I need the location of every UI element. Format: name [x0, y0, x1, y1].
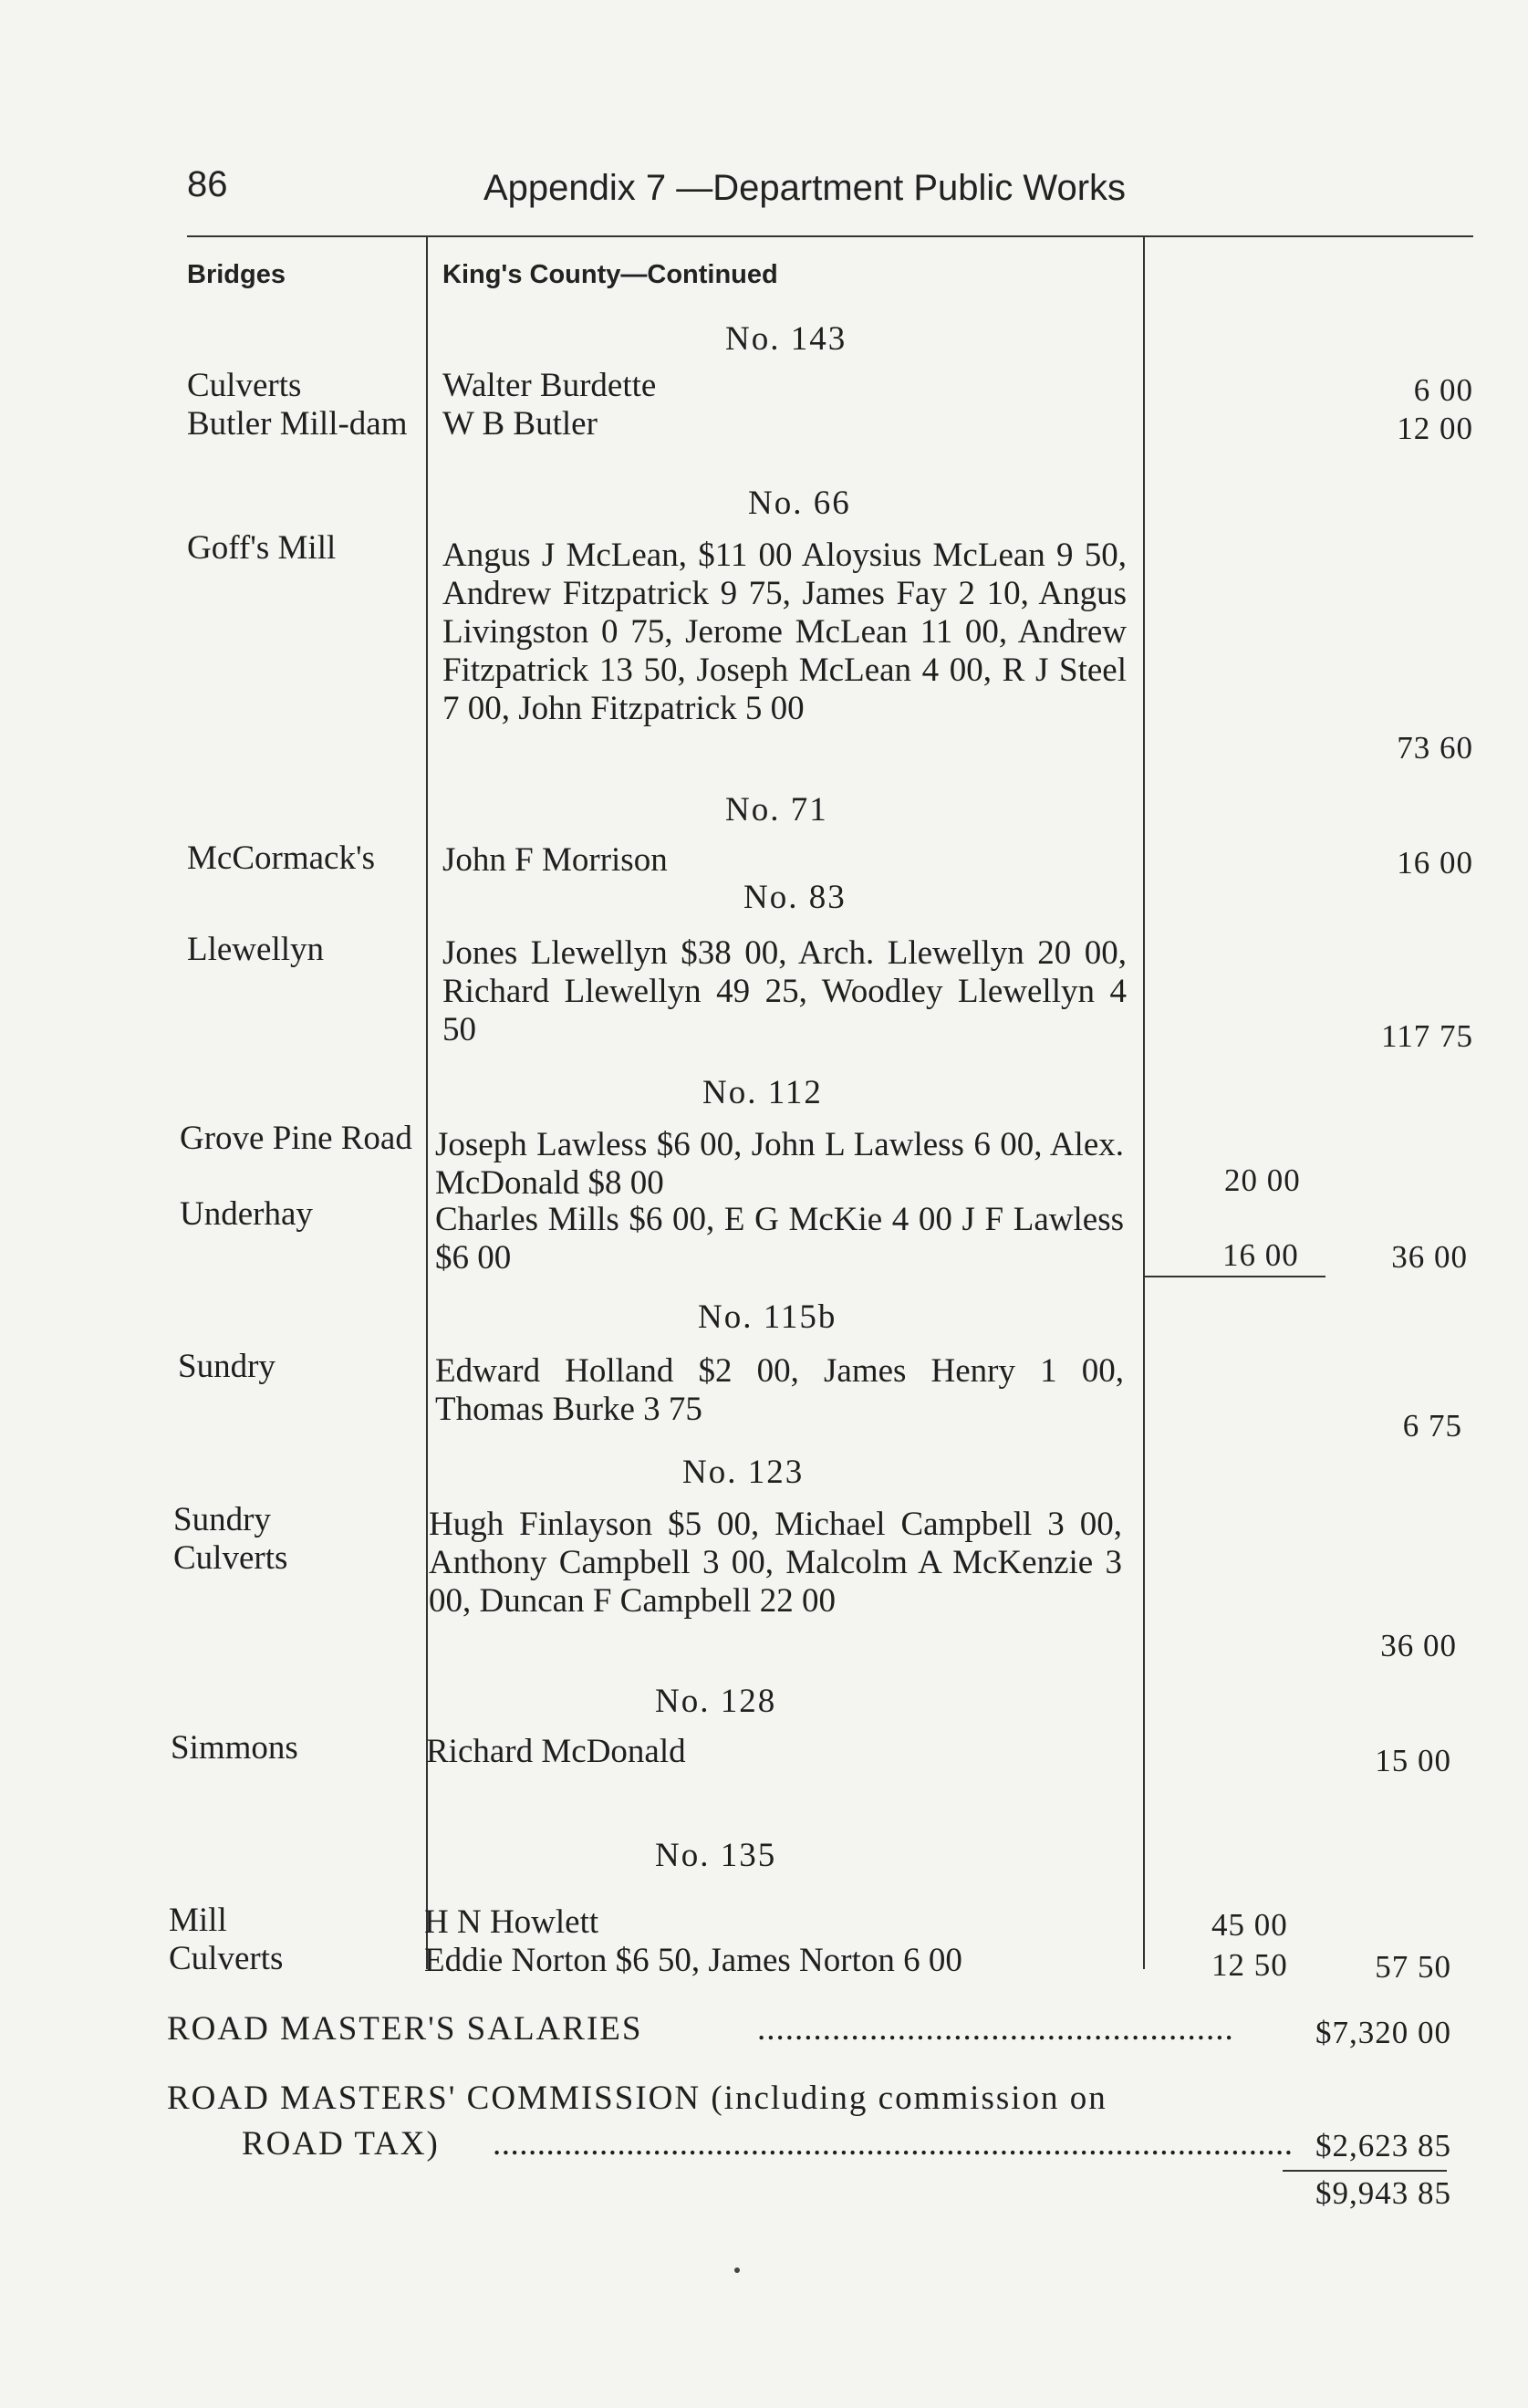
entry-total: 6 75 [1402, 1408, 1462, 1444]
entry-subtotal: 16 00 [1222, 1237, 1299, 1273]
grand-total: $9,943 85 [1315, 2175, 1451, 2211]
entry-total: 16 00 [1397, 845, 1473, 881]
grand-total-rule [1283, 2170, 1447, 2172]
entry-total: 15 00 [1375, 1743, 1451, 1778]
bridge-label: Sundry Culverts [173, 1501, 288, 1577]
commission-label: ROAD MASTERS' COMMISSION (including commission on [167, 2080, 1107, 2117]
section-number: No. 123 [682, 1454, 805, 1491]
column-rule-right [1143, 235, 1145, 1969]
entry-total: 36 00 [1380, 1628, 1457, 1663]
payee-text: Walter Burdette [442, 367, 657, 404]
header-rule [187, 235, 1473, 237]
bridge-label: McCormack's [187, 839, 376, 877]
payee-text: Joseph Lawless $6 00, John L Lawless 6 00, Alex. McDonald $8 00 [435, 1126, 1124, 1202]
payee-text: John F Morrison [442, 841, 668, 879]
bridge-label: Underhay [180, 1195, 313, 1233]
payee-text: Eddie Norton $6 50, James Norton 6 00 [424, 1942, 962, 1979]
ink-speck [734, 2267, 740, 2273]
payee-text: Jones Llewellyn $38 00, Arch. Llewellyn 20 00, Richard Llewellyn 49 25, Woodley Llewellyn 4 50 [442, 934, 1127, 1048]
section-number: No. 112 [702, 1074, 823, 1111]
page-number: 86 [187, 164, 228, 204]
section-number: No. 128 [655, 1683, 777, 1720]
bridge-label: Sundry [178, 1348, 275, 1385]
entry-subtotal: 12 50 [1211, 1947, 1288, 1983]
section-number: No. 143 [725, 320, 847, 358]
entry-total: 57 50 [1375, 1949, 1451, 1985]
bridge-label: Grove Pine Road [180, 1120, 412, 1157]
running-title: Appendix 7 —Department Public Works [483, 168, 1127, 208]
section-number: No. 66 [748, 485, 851, 522]
salaries-label: ROAD MASTER'S SALARIES [167, 2010, 643, 2048]
entry-total: 73 60 [1397, 730, 1473, 766]
column-heading-bridges: Bridges [187, 260, 286, 289]
salaries-leader-dots: ................................................... [757, 2010, 1234, 2048]
payee-text: Angus J McLean, $11 00 Aloysius McLean 9 50, Andrew Fitzpatrick 9 75, James Fay 2 10, Angus Livingston 0 75, Jerome McLean 11 00, Andrew Fitzpatrick 13 50, Joseph McLean 4 00, R J Steel 7 00, John Fitzpatrick 5 00 [442, 537, 1127, 727]
entry-total: 6 00 [1413, 372, 1473, 408]
subtotal-rule [1143, 1276, 1325, 1277]
payee-text: W B Butler [442, 405, 598, 443]
bridge-label: Culverts [169, 1940, 284, 1977]
bridge-label: Mill [169, 1902, 227, 1939]
entry-total: 36 00 [1391, 1239, 1468, 1275]
commission-amount: $2,623 85 [1315, 2128, 1451, 2163]
entry-total: 117 75 [1381, 1018, 1473, 1054]
bridge-label: Llewellyn [187, 931, 325, 968]
payee-text: H N Howlett [424, 1903, 599, 1941]
column-heading-county: King's County—Continued [442, 260, 778, 289]
bridge-label: Butler Mill-dam [187, 405, 408, 443]
bridge-label: Culverts [187, 367, 302, 404]
payee-text: Charles Mills $6 00, E G McKie 4 00 J F Lawless $6 00 [435, 1201, 1124, 1277]
salaries-amount: $7,320 00 [1315, 2015, 1451, 2050]
bridge-label: Simmons [171, 1729, 298, 1767]
entry-subtotal: 45 00 [1211, 1907, 1288, 1943]
section-number: No. 115b [698, 1298, 837, 1336]
entry-total: 12 00 [1397, 411, 1473, 446]
bridge-label: Goff's Mill [187, 529, 337, 567]
payee-text: Hugh Finlayson $5 00, Michael Campbell 3 00, Anthony Campbell 3 00, Malcolm A McKenzie 3 00, Duncan F Campbell 22 00 [429, 1506, 1122, 1620]
commission-label-cont: ROAD TAX) [242, 2125, 440, 2163]
section-number: No. 71 [725, 791, 828, 829]
commission-leader-dots: .......................................................................................... [493, 2125, 1294, 2163]
payee-text: Edward Holland $2 00, James Henry 1 00, Thomas Burke 3 75 [435, 1352, 1124, 1428]
section-number: No. 135 [655, 1837, 777, 1874]
entry-subtotal: 20 00 [1224, 1162, 1301, 1198]
payee-text: Richard McDonald [426, 1733, 686, 1770]
section-number: No. 83 [743, 879, 847, 916]
column-rule-left [426, 235, 428, 1969]
